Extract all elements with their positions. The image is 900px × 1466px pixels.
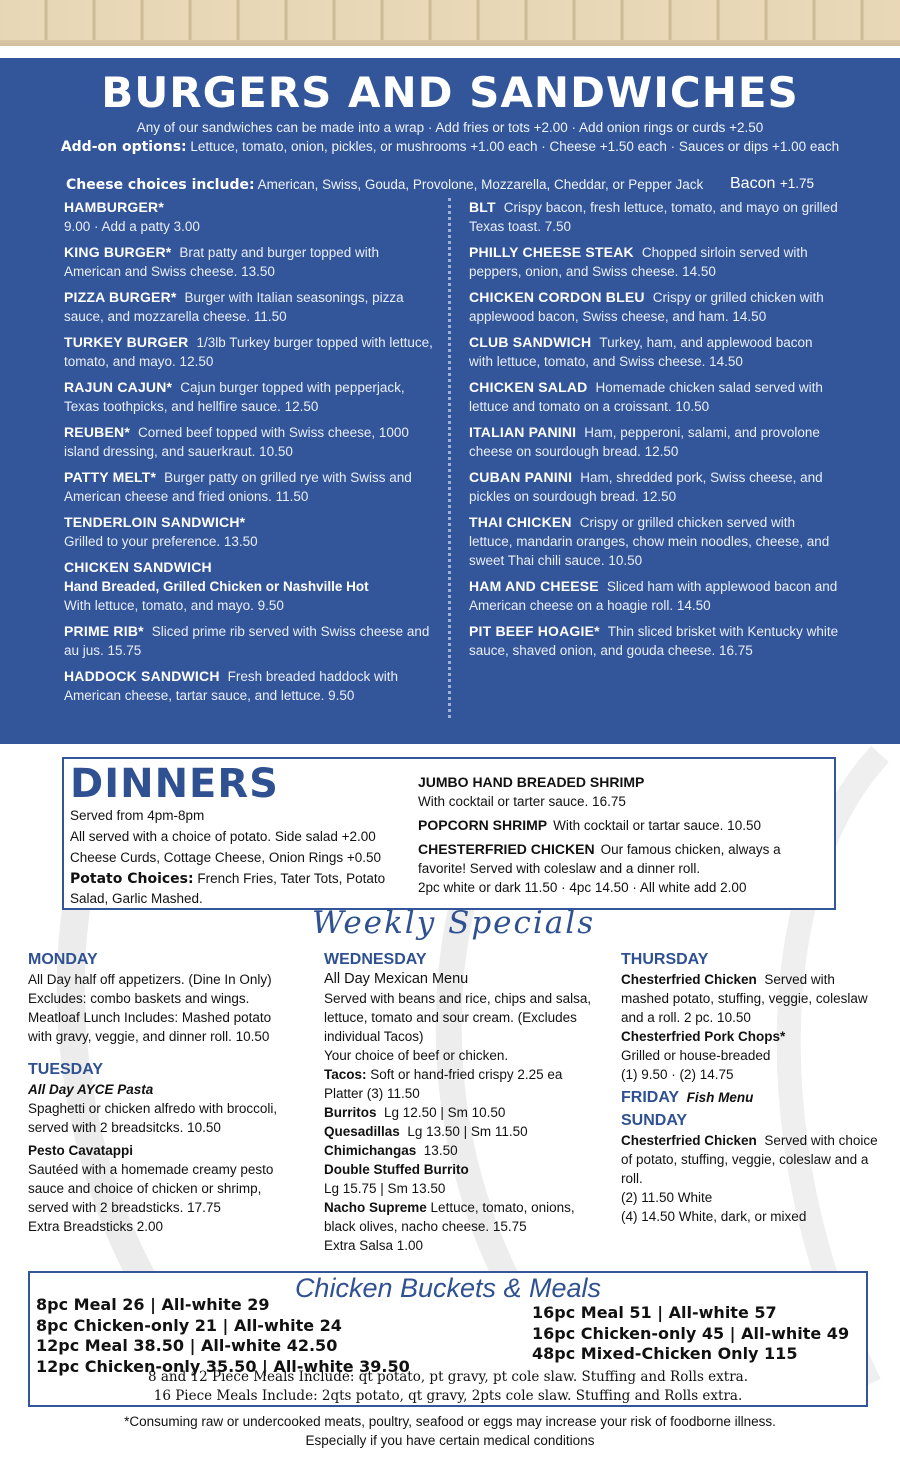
sandwich-options-line: Any of our sandwiches can be made into a wrap · Add fries or tots +2.00 · Add onion rings or curds +2.50 — [136, 120, 764, 135]
dinners-potato-choices — [70, 869, 400, 908]
dinners-info — [70, 806, 400, 910]
double-desc: Lg 15.75 | Sm 13.50 — [324, 1181, 446, 1196]
day-monday: MONDAY — [28, 951, 98, 968]
monday-line: Meatloaf Lunch Includes: Mashed potato with gravy, veggie, and dinner roll. 10.50 — [28, 1010, 272, 1044]
dinner-item — [418, 816, 828, 835]
monday-line: Excludes: combo baskets and wings. — [28, 991, 250, 1006]
item-name: JUMBO HAND BREADED SHRIMP — [418, 774, 645, 790]
tacos-name: Tacos: — [324, 1067, 367, 1082]
bucket-option: 12pc Chicken-only 35.50 | All-white 39.50 — [36, 1356, 410, 1376]
thursday-chicken — [621, 970, 883, 1027]
item-desc: Thin sliced brisket with Kentucky white sauce, shaved onion, and gouda cheese. 16.75 — [469, 624, 839, 658]
bucket-note: 16 Piece Meals Include: 2qts potato, qt gravy, 2pts cole slaw. Stuffing and Rolls extra. — [153, 1388, 743, 1404]
column-divider — [448, 198, 451, 718]
foodborne-disclaimer — [0, 1412, 900, 1450]
menu-item — [64, 198, 436, 236]
cheese-label: Cheese choices include: — [66, 177, 255, 193]
dinners-items — [418, 773, 828, 902]
quesadillas-line — [324, 1122, 592, 1141]
item-name: ITALIAN PANINI — [469, 424, 577, 440]
item-name: REUBEN* — [64, 424, 130, 440]
item-desc: 1/3lb Turkey burger topped with lettuce, tomato, and mayo. 12.50 — [64, 335, 433, 369]
burritos-name: Burritos — [324, 1105, 377, 1120]
item-desc: Ham, pepperoni, salami, and provolone cheese on sourdough bread. 12.50 — [469, 425, 820, 459]
chimi-desc: 13.50 — [423, 1143, 458, 1158]
buckets-right-list — [532, 1303, 868, 1365]
menu-item — [469, 423, 839, 461]
tuesday-subtitle: All Day AYCE Pasta — [28, 1082, 154, 1097]
menu-item — [469, 513, 839, 570]
bucket-option: 16pc Meal 51 | All-white 57 — [532, 1303, 777, 1322]
item-name: PIZZA BURGER* — [64, 289, 177, 305]
menu-item — [469, 243, 839, 281]
item-name: HAMBURGER* — [64, 199, 164, 215]
item-desc: Turkey, ham, and applewood bacon with lettuce, tomato, and Swiss cheese. 14.50 — [469, 335, 813, 369]
item-desc: Crispy bacon, fresh lettuce, tomato, and mayo on grilled Texas toast. 7.50 — [469, 200, 838, 234]
menu-item — [64, 378, 436, 416]
tacos-desc: Soft or hand-fried crispy 2.25 ea Platter (3) 11.50 — [324, 1067, 563, 1101]
weekly-column-left — [28, 950, 290, 1236]
day-sunday: SUNDAY — [621, 1112, 688, 1129]
cheese-text: American, Swiss, Gouda, Provolone, Mozzarella, Cheddar, or Pepper Jack — [257, 177, 704, 192]
dinner-item — [418, 773, 828, 811]
chicken-desc: Served with choice of potato, stuffing, veggie, coleslaw and a roll. — [621, 1133, 878, 1186]
wednesday-extra: Extra Salsa 1.00 — [324, 1238, 424, 1253]
friday-line — [621, 1088, 883, 1107]
addon-label: Add-on options: — [60, 139, 187, 155]
weekly-specials-title: Weekly Specials — [312, 905, 596, 941]
menu-item — [64, 288, 436, 326]
dinners-potato-choice: All served with a choice of potato. Side salad +2.00 — [70, 829, 376, 844]
item-name: PIT BEEF HOAGIE* — [469, 623, 600, 639]
menu-item — [64, 243, 436, 281]
item-name: PHILLY CHEESE STEAK — [469, 244, 634, 260]
friday-subtitle: Fish Menu — [686, 1090, 754, 1105]
chimi-line — [324, 1141, 592, 1160]
item-desc: Corned beef topped with Swiss cheese, 1000 island dressing, and sauerkraut. 10.50 — [64, 425, 409, 459]
wednesday-choice: Your choice of beef or chicken. — [324, 1048, 509, 1063]
item-subtitle: Hand Breaded, Grilled Chicken or Nashville Hot — [64, 579, 369, 594]
bucket-option: 8pc Chicken-only 21 | All-white 24 — [36, 1315, 342, 1335]
item-desc: 9.00 · Add a patty 3.00 — [64, 219, 200, 234]
bucket-option: 48pc Mixed-Chicken Only 115 — [532, 1344, 798, 1363]
menu-item — [64, 558, 436, 615]
burritos-line — [324, 1103, 592, 1122]
disclaimer-line: *Consuming raw or undercooked meats, poultry, seafood or eggs may increase your risk of foodborne illness. — [124, 1414, 776, 1429]
chicken-buckets-box — [28, 1271, 868, 1407]
potato-label: Potato Choices: — [70, 871, 194, 887]
day-tuesday: TUESDAY — [28, 1061, 103, 1078]
item-name: THAI CHICKEN — [469, 514, 572, 530]
item-name: HADDOCK SANDWICH — [64, 668, 220, 684]
chicken-name: Chesterfried Chicken — [621, 972, 757, 987]
sunday-price: (4) 14.50 White, dark, or mixed — [621, 1209, 807, 1224]
tuesday-line: Spaghetti or chicken alfredo with broccoli, served with 2 breadsitcks. 10.50 — [28, 1101, 278, 1135]
chicken-desc: Served with mashed potato, stuffing, veggie, coleslaw and a roll. 2 pc. 10.50 — [621, 972, 868, 1025]
bucket-option: 12pc Meal 38.50 | All-white 42.50 — [36, 1336, 338, 1355]
chicken-name: Chesterfried Chicken — [621, 1133, 757, 1148]
quesadillas-desc: Lg 13.50 | Sm 11.50 — [407, 1124, 528, 1139]
item-desc: Grilled to your preference. 13.50 — [64, 534, 258, 549]
item-name: CUBAN PANINI — [469, 469, 573, 485]
pesto-desc: Sautéed with a homemade creamy pesto sauce and choice of chicken or shrimp, served with 2 breadsticks. 17.75 — [28, 1162, 274, 1215]
item-desc: With cocktail or tarter sauce. 16.75 — [418, 794, 626, 809]
item-name: KING BURGER* — [64, 244, 172, 260]
buckets-title: Chicken Buckets & Meals — [294, 1273, 602, 1303]
item-desc: With cocktail or tartar sauce. 10.50 — [553, 818, 761, 833]
item-desc: Burger patty on grilled rye with Swiss and American cheese and fried onions. 11.50 — [64, 470, 412, 504]
cheese-choices — [66, 177, 866, 193]
pork-name: Chesterfried Pork Chops* — [621, 1029, 786, 1044]
bucket-note: 8 and 12 Piece Meals Include: qt potato, pt gravy, pt cole slaw. Stuffing and Rolls extra. — [147, 1369, 749, 1385]
item-name: POPCORN SHRIMP — [418, 817, 548, 833]
item-name: PRIME RIB* — [64, 623, 144, 639]
menu-item — [64, 468, 436, 506]
potato-text: French Fries, Tater Tots, Potato Salad, Garlic Mashed. — [70, 871, 386, 906]
item-desc: Our famous chicken, always a favorite! Served with coleslaw and a dinner roll. — [418, 842, 781, 876]
dinners-served-time: Served from 4pm-8pm — [70, 808, 205, 823]
burgers-title: BURGERS AND SANDWICHES — [101, 68, 799, 117]
menu-item — [64, 333, 436, 371]
menu-item — [469, 468, 839, 506]
item-desc: Cajun burger topped with pepperjack, Texas toothpicks, and hellfire sauce. 12.50 — [64, 380, 405, 414]
item-name: PATTY MELT* — [64, 469, 157, 485]
menu-item — [469, 622, 839, 660]
item-price: 2pc white or dark 11.50 · 4pc 14.50 · All white add 2.00 — [418, 880, 747, 895]
menu-item — [469, 577, 839, 615]
tacos-line — [324, 1065, 592, 1103]
item-name: CHICKEN SALAD — [469, 379, 588, 395]
weekly-column-right — [621, 950, 883, 1226]
item-desc: Sliced prime rib served with Swiss cheese and au jus. 15.75 — [64, 624, 430, 658]
buckets-notes — [30, 1368, 866, 1406]
nacho-line — [324, 1198, 592, 1236]
item-name: RAJUN CAJUN* — [64, 379, 173, 395]
pork-price: (1) 9.50 · (2) 14.75 — [621, 1067, 734, 1082]
wednesday-desc: Served with beans and rice, chips and salsa, lettuce, tomato and sour cream. (Excludes individual Tacos) — [324, 991, 592, 1044]
sunday-price: (2) 11.50 White — [621, 1190, 713, 1205]
monday-line: All Day half off appetizers. (Dine In Only) — [28, 972, 272, 987]
tuesday-extra: Extra Breadsticks 2.00 — [28, 1219, 164, 1234]
item-name: TENDERLOIN SANDWICH* — [64, 514, 246, 530]
item-name: CHICKEN CORDON BLEU — [469, 289, 645, 305]
menu-item — [469, 333, 839, 371]
dinner-item — [418, 840, 828, 897]
dinners-title: DINNERS — [70, 761, 279, 807]
bacon-price: +1.75 — [779, 176, 814, 191]
item-desc: Crispy or grilled chicken with applewood bacon, Swiss cheese, and ham. 14.50 — [469, 290, 824, 324]
burgers-left-column — [64, 198, 436, 712]
day-thursday: THURSDAY — [621, 951, 709, 968]
menu-item — [64, 667, 436, 705]
burgers-right-column — [469, 198, 839, 667]
item-name: CHICKEN SANDWICH — [64, 559, 212, 575]
pesto-name: Pesto Cavatappi — [28, 1143, 134, 1158]
day-friday: FRIDAY — [621, 1089, 680, 1106]
item-desc: Burger with Italian seasonings, pizza sauce, and mozzarella cheese. 11.50 — [64, 290, 404, 324]
item-name: HAM AND CHEESE — [469, 578, 599, 594]
burritos-desc: Lg 12.50 | Sm 10.50 — [384, 1105, 506, 1120]
nacho-desc: Lettuce, tomato, onions, black olives, nacho cheese. 15.75 — [324, 1200, 575, 1234]
addon-text: Lettuce, tomato, onion, pickles, or mushrooms +1.00 each · Cheese +1.50 each · Sauces or dips +1.00 each — [190, 139, 840, 154]
weekly-column-middle — [324, 950, 592, 1255]
sunday-chicken — [621, 1131, 883, 1188]
item-name: CHESTERFRIED CHICKEN — [418, 841, 595, 857]
burgers-panel — [0, 58, 900, 744]
menu-item — [469, 378, 839, 416]
menu-item — [469, 288, 839, 326]
wood-header-strip — [0, 0, 900, 46]
nacho-name: Nacho Supreme — [324, 1200, 427, 1215]
item-desc: Sliced ham with applewood bacon and American cheese on a hoagie roll. 14.50 — [469, 579, 838, 613]
quesadillas-name: Quesadillas — [324, 1124, 400, 1139]
bucket-option: 16pc Chicken-only 45 | All-white 49 — [532, 1323, 850, 1343]
dinners-side-options: Cheese Curds, Cottage Cheese, Onion Rings +0.50 — [70, 850, 382, 865]
item-desc: Ham, shredded pork, Swiss cheese, and pickles on sourdough bread. 12.50 — [469, 470, 823, 504]
double-name: Double Stuffed Burrito — [324, 1162, 469, 1177]
wednesday-subtitle: All Day Mexican Menu — [324, 971, 469, 987]
disclaimer-line: Especially if you have certain medical conditions — [305, 1433, 595, 1448]
bacon-label: Bacon — [730, 175, 776, 192]
item-desc: Crispy or grilled chicken served with lettuce, mandarin oranges, chow mein noodles, cheese, and sweet Thai chili sauce. 10.50 — [469, 515, 830, 568]
menu-item — [64, 513, 436, 551]
menu-item — [64, 622, 436, 660]
bacon-addon — [730, 175, 814, 193]
buckets-left-list — [36, 1295, 496, 1377]
item-name: CLUB SANDWICH — [469, 334, 592, 350]
item-desc: With lettuce, tomato, and mayo. 9.50 — [64, 598, 284, 613]
dinners-box — [62, 757, 836, 910]
item-desc: Homemade chicken salad served with lettuce and tomato on a croissant. 10.50 — [469, 380, 823, 414]
item-name: BLT — [469, 199, 496, 215]
day-wednesday: WEDNESDAY — [324, 951, 427, 968]
item-name: TURKEY BURGER — [64, 334, 189, 350]
bucket-option: 8pc Meal 26 | All-white 29 — [36, 1295, 270, 1314]
item-desc: Fresh breaded haddock with American cheese, tartar sauce, and lettuce. 9.50 — [64, 669, 398, 703]
pork-desc: Grilled or house-breaded — [621, 1048, 771, 1063]
menu-item — [64, 423, 436, 461]
addon-options — [40, 137, 860, 157]
item-desc: Chopped sirloin served with peppers, onion, and Swiss cheese. 14.50 — [469, 245, 808, 279]
chimi-name: Chimichangas — [324, 1143, 417, 1158]
item-desc: Brat patty and burger topped with American and Swiss cheese. 13.50 — [64, 245, 380, 279]
menu-item — [469, 198, 839, 236]
